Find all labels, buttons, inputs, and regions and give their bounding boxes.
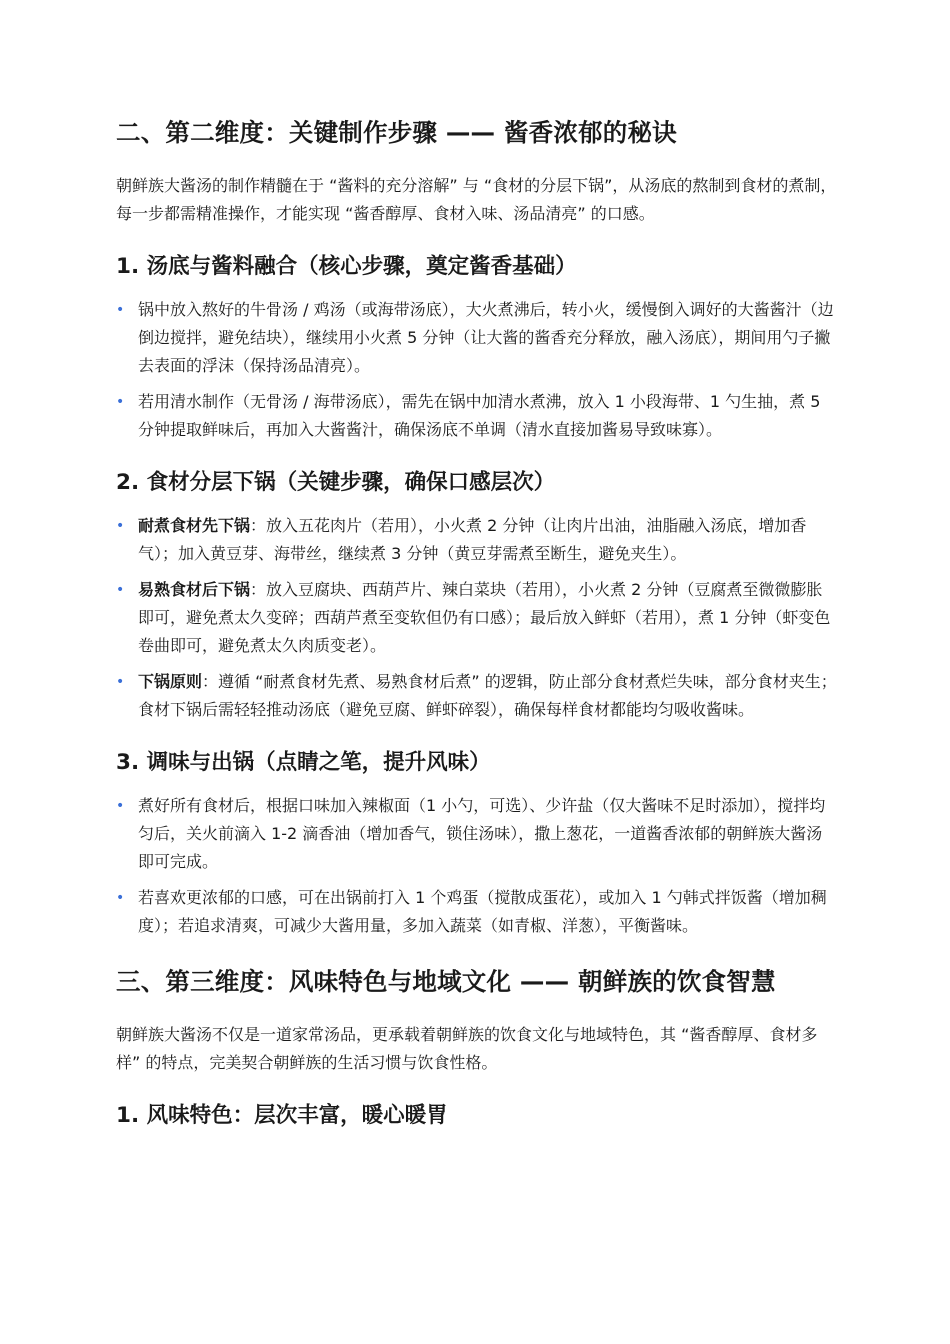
item-label: 下锅原则 — [138, 672, 203, 691]
bullet-list — [116, 512, 838, 724]
section-heading: 三、第三维度：风味特色与地域文化 —— 朝鲜族的饮食智慧 — [116, 967, 776, 996]
item-text: ：放入豆腐块、西葫芦片、辣白菜块（若用），小火煮 2 分钟（豆腐煮至微微膨胀即可，避免煮太久变碎；西葫芦煮至变软但仍有口感）；最后放入鲜虾（若用），煮 1 分钟（虾变色卷曲即可，避免煮太久肉质变老）。 — [138, 580, 831, 655]
section-intro: 朝鲜族大酱汤的制作精髓在于 “酱料的充分溶解” 与 “食材的分层下锅”，从汤底的熬制到食材的煮制，每一步都需精准操作，才能实现 “酱香醇厚、食材入味、汤品清亮” 的口感。 — [116, 176, 837, 223]
subsection-heading: 2. 食材分层下锅（关键步骤，确保口感层次） — [116, 470, 556, 495]
subsection-heading: 1. 风味特色：层次丰富，暖心暖胃 — [116, 1103, 448, 1128]
item-label: 耐煮食材先下锅 — [138, 516, 251, 535]
bullet-list — [116, 792, 838, 940]
list-item: • 若用清水制作（无骨汤 / 海带汤底），需先在锅中加清水煮沸，放入 1 小段海带、1 勺生抽，煮 5 分钟提取鲜味后，再加入大酱酱汁，确保汤底不单调（清水直接加酱易导致味寡）。 — [116, 388, 838, 444]
list-item: • 锅中放入熬好的牛骨汤 / 鸡汤（或海带汤底），大火煮沸后，转小火，缓慢倒入调好的大酱酱汁（边倒边搅拌，避免结块），继续用小火煮 5 分钟（让大酱的酱香充分释放，融入汤底），期间用勺子撇去表面的浮沫（保持汤品清亮）。 — [116, 296, 838, 380]
list-item — [116, 512, 838, 568]
item-label: 易熟食材后下锅 — [138, 580, 251, 599]
list-item — [116, 576, 838, 660]
section-heading: 二、第二维度：关键制作步骤 —— 酱香浓郁的秘诀 — [116, 118, 677, 147]
subsection-heading: 3. 调味与出锅（点睛之笔，提升风味） — [116, 750, 491, 775]
list-item — [116, 668, 838, 724]
list-item: • 若喜欢更浓郁的口感，可在出锅前打入 1 个鸡蛋（搅散成蛋花），或加入 1 勺韩式拌饭酱（增加稠度）；若追求清爽，可减少大酱用量，多加入蔬菜（如青椒、洋葱），平衡酱味。 — [116, 884, 838, 940]
list-item: • 煮好所有食材后，根据口味加入辣椒面（1 小勺，可选）、少许盐（仅大酱味不足时添加），搅拌均匀后，关火前滴入 1-2 滴香油（增加香气，锁住汤味），撒上葱花，一道酱香浓郁的朝鲜族大酱汤即可完成。 — [116, 792, 838, 876]
section-intro: 朝鲜族大酱汤不仅是一道家常汤品，更承载着朝鲜族的饮食文化与地域特色，其 “酱香醇厚、食材多样” 的特点，完美契合朝鲜族的生活习惯与饮食性格。 — [116, 1025, 818, 1072]
subsection-heading: 1. 汤底与酱料融合（核心步骤，奠定酱香基础） — [116, 254, 577, 279]
item-text: ：放入五花肉片（若用），小火煮 2 分钟（让肉片出油，油脂融入汤底，增加香气）；加入黄豆芽、海带丝，继续煮 3 分钟（黄豆芽需煮至断生，避免夹生）。 — [138, 516, 807, 563]
item-text: ：遵循 “耐煮食材先煮、易熟食材后煮” 的逻辑，防止部分食材煮烂失味，部分食材夹生；食材下锅后需轻轻推动汤底（避免豆腐、鲜虾碎裂），确保每样食材都能均匀吸收酱味。 — [138, 672, 837, 719]
bullet-list — [116, 296, 838, 444]
